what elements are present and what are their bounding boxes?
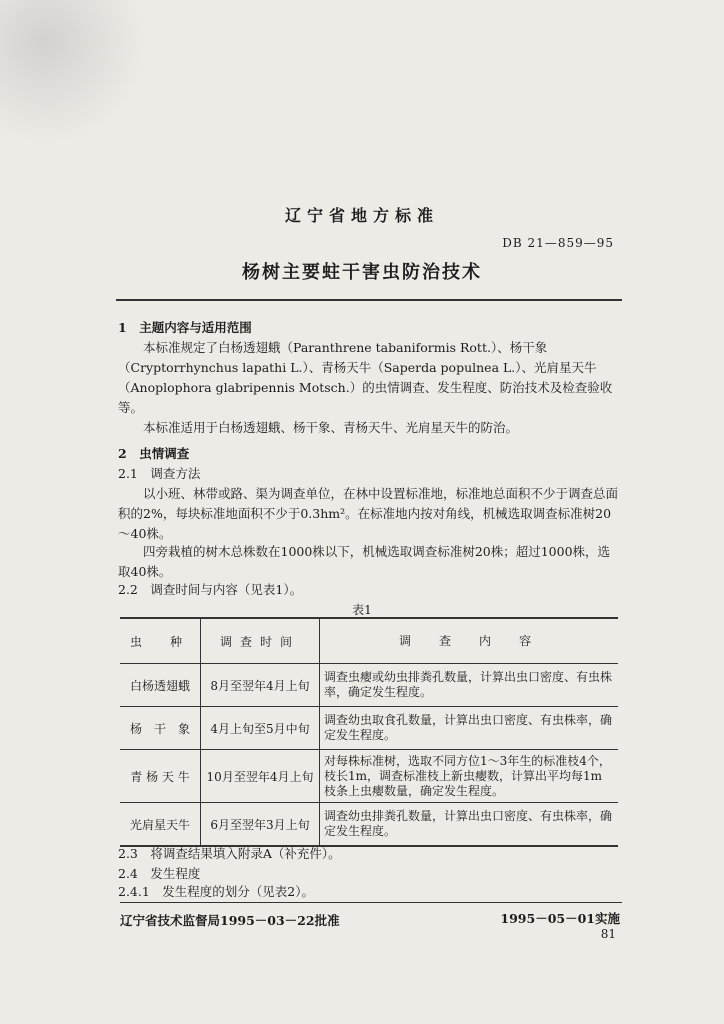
title-rule (116, 299, 622, 301)
table-1 (120, 617, 618, 847)
standard-number: DB 21—859—95 (502, 236, 614, 250)
header-insect: 虫 种 (120, 618, 201, 664)
table-row (120, 803, 618, 847)
section-2-3: 2.3 将调查结果填入附录A（补充件）。 (118, 846, 341, 861)
cell-content: 调查虫瘿或幼虫排粪孔数量，计算出虫口密度、有虫株率，确定发生程度。 (320, 664, 619, 707)
section-2-1-paragraph-2: 四旁栽植的树木总株数在1000株以下，机械选取调查标准树20株；超过1000株，选取40株。 (118, 544, 611, 579)
section-2-4-1: 2.4.1 发生程度的划分（见表2）。 (118, 884, 315, 899)
page-number: 81 (600, 927, 616, 941)
table-header-row (120, 618, 618, 664)
effective-date: 1995－05－01实施 (500, 911, 620, 926)
cell-content: 对每株标准树，选取不同方位1～3年生的标准枝4个，枝长1m，调查标准枝上新虫瘿数，计算出平均每1m枝条上虫瘿数量，确定发生程度。 (320, 750, 619, 803)
table-row (120, 664, 618, 707)
cell-insect: 杨 干 象 (120, 707, 201, 750)
table-row (120, 707, 618, 750)
header-content: 调 查 内 容 (320, 618, 619, 664)
cell-insect: 青 杨 天 牛 (120, 750, 201, 803)
approval-date: 辽宁省技术监督局1995－03－22批准 (120, 913, 340, 928)
section-1-paragraph-2: 本标准适用于白杨透翅蛾、杨干象、青杨天牛、光肩星天牛的防治。 (143, 420, 519, 435)
cell-time: 8月至翌年4月上旬 (201, 664, 320, 707)
cell-time: 4月上旬至5月中旬 (201, 707, 320, 750)
section-2-2-heading: 2.2 调查时间与内容（见表1）。 (118, 582, 303, 597)
section-1-heading: 1 主题内容与适用范围 (118, 320, 252, 335)
header-time: 调查时间 (201, 618, 320, 664)
footer-rule (120, 902, 622, 903)
section-2-1-paragraph-1: 以小班、林带或路、渠为调查单位，在林中设置标准地，标准地总面积不少于调查总面积的2%，每块标准地面积不少于0.3hm²。在标准地内按对角线，机械选取调查标准树20～40株。 (118, 486, 619, 541)
org-title: 辽宁省地方标准 (284, 206, 439, 225)
cell-content: 调查幼虫排粪孔数量，计算出虫口密度、有虫株率，确定发生程度。 (320, 803, 619, 847)
document-title: 杨树主要蛀干害虫防治技术 (242, 262, 482, 283)
section-2-4: 2.4 发生程度 (118, 866, 201, 881)
section-2-1-heading: 2.1 调查方法 (118, 466, 201, 481)
cell-time: 6月至翌年3月上旬 (201, 803, 320, 847)
cell-time: 10月至翌年4月上旬 (201, 750, 320, 803)
cell-insect: 光肩星天牛 (120, 803, 201, 847)
table-1-caption: 表1 (352, 603, 372, 617)
section-2-heading: 2 虫情调查 (118, 446, 190, 461)
cell-content: 调查幼虫取食孔数量，计算出虫口密度、有虫株率，确定发生程度。 (320, 707, 619, 750)
section-1-paragraph-1: 本标准规定了白杨透翅蛾（Paranthrene tabaniformis Rott.）、杨干象（Cryptorrhynchus lapathi L.）、青杨天牛（Saperda populnea L.）、光肩星天牛（Anoplophora glabripennis Motsch.）的虫情调查、发生程度、防治技术及检查验收等。 (118, 340, 613, 415)
table-row (120, 750, 618, 803)
scan-noise (0, 0, 150, 140)
cell-insect: 白杨透翅蛾 (120, 664, 201, 707)
